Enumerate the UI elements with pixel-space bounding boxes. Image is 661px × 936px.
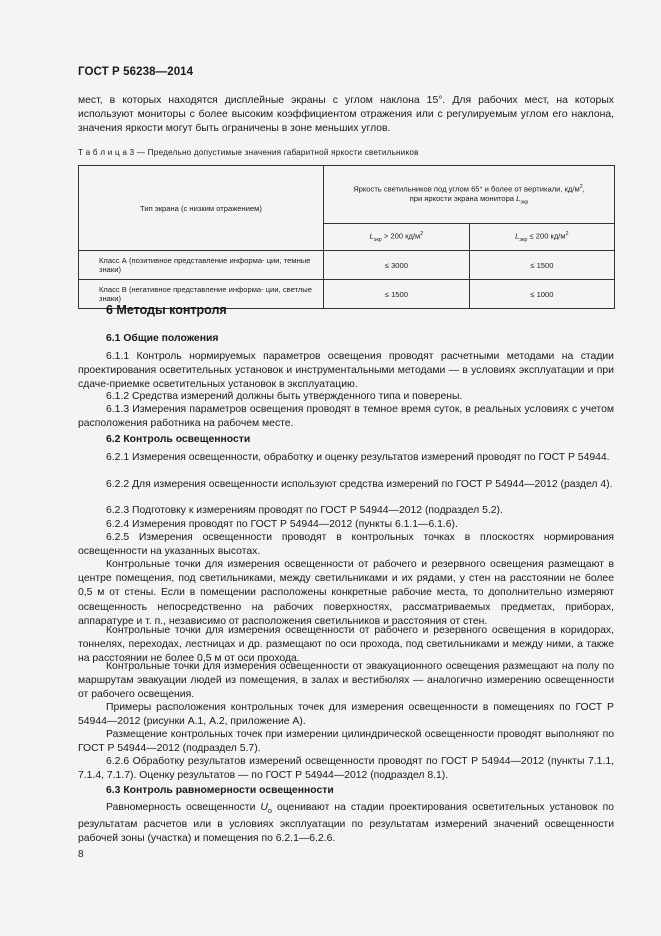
table-cell-value: ≤ 3000 bbox=[324, 251, 470, 280]
paragraph-control-points-corridor: Контрольные точки для измерения освещенности от рабочего и резервного освещения в коридорах, тоннелях, переходах, лестницах и др. размещают по оси прохода, под светильниками и между ними, а также на расстоянии не более 0,5 м от оси прохода. bbox=[78, 625, 614, 665]
paragraph-6-3: Равномерность освещенности $U_о$ оценивают на стадии проектирования осветительных установок по результатам расчетов или в условиях эксплуатации по результатам измерений значений освещенности рабочей зоны (участка) и помещения по 6.2.1—6.2.6. bbox=[78, 802, 614, 845]
paragraph-6-1-2: 6.1.2 Средства измерений должны быть утвержденного типа и поверены. bbox=[106, 391, 463, 402]
table-subheader-1: $L_{экр} > 200$ $кд/м^2$ bbox=[324, 224, 470, 251]
table-cell-value: ≤ 1000 bbox=[469, 280, 614, 309]
section-6-1-heading: 6.1 Общие положения bbox=[106, 333, 219, 344]
table-cell-value: ≤ 1500 bbox=[324, 280, 470, 309]
table-subheader-2: $L_{экр} \le 200$ $кд/м^2$ bbox=[469, 224, 614, 251]
intro-paragraph: мест, в которых находятся дисплейные экраны с углом наклона 15°. Для рабочих мест, на которых используют мониторы с более высоким коэффициентом отражения или с регулируемым углом его наклона, значения яркости могут быть ограничены в зоне меньших углов. bbox=[78, 95, 614, 135]
paragraph-cylindrical: Размещение контрольных точек при измерении цилиндрической освещенности проводят выполняют по ГОСТ Р 54944—2012 (подраздел 5.7). bbox=[78, 729, 614, 755]
paragraph-6-2-6: 6.2.6 Обработку результатов измерений освещенности проводят по ГОСТ Р 54944—2012 (пункты 7.1.1, 7.1.4, 7.1.7). Оценку результатов — по ГОСТ Р 54944—2012 (подраздел 8.1). bbox=[78, 756, 614, 782]
document-header: ГОСТ Р 56238—2014 bbox=[78, 66, 194, 78]
page-number: 8 bbox=[78, 849, 84, 860]
paragraph-examples: Примеры расположения контрольных точек для измерения освещенности в помещениях по ГОСТ Р 54944—2012 (рисунки А.1, А.2, приложение А). bbox=[78, 702, 614, 728]
table-cell-value: ≤ 1500 bbox=[469, 251, 614, 280]
luminance-table bbox=[78, 165, 615, 309]
paragraph-6-1-1: 6.1.1 Контроль нормируемых параметров освещения проводят расчетными методами на стадии проектирования осветительных установок и инструментальными методами — в условиях эксплуатации и при сдаче-приемке осветительных установок в эксплуатацию. bbox=[78, 351, 614, 391]
table-caption: Т а б л и ц а 3 — Предельно допустимые значения габаритной яркости светильников bbox=[78, 148, 419, 157]
section-6-3-heading: 6.3 Контроль равномерности освещенности bbox=[106, 785, 334, 796]
paragraph-6-2-4: 6.2.4 Измерения проводят по ГОСТ Р 54944—2012 (пункты 6.1.1—6.1.6). bbox=[106, 519, 458, 530]
paragraph-6-2-5: 6.2.5 Измерения освещенности проводят в контрольных точках в плоскостях нормирования освещенности на указанных высотах. bbox=[78, 532, 614, 558]
table-cell-type: Класс А (позитивное представление информа- ции, темные знаки) bbox=[79, 251, 324, 280]
paragraph-6-1-3: 6.1.3 Измерения параметров освещения проводят в темное время суток, в реальных условиях с учетом расположения работника на рабочем месте. bbox=[78, 404, 614, 430]
paragraph-6-2-2: 6.2.2 Для измерения освещенности используют средства измерений по ГОСТ Р 54944—2012 (раздел 4). bbox=[106, 479, 613, 490]
paragraph-control-points-evacuation: Контрольные точки для измерения освещенности от эвакуационного освещения размещают на полу по маршрутам эвакуации людей из помещения, в залах и вестибюлях — аналогично измерению освещенности от рабочего освещения. bbox=[78, 661, 614, 701]
paragraph-6-2-3: 6.2.3 Подготовку к измерениям проводят по ГОСТ Р 54944—2012 (подраздел 5.2). bbox=[106, 505, 503, 516]
table-row bbox=[79, 251, 615, 280]
section-6-heading: 6 Методы контроля bbox=[106, 303, 227, 317]
table-header-type: Тип экрана (с низким отражением) bbox=[79, 166, 324, 251]
table-cell-type: Класс В (негативное представление информа- ции, светлые знаки) bbox=[79, 280, 324, 309]
paragraph-6-2-1: 6.2.1 Измерения освещенности, обработку и оценку результатов измерений проводят по ГОСТ Р 54944. bbox=[106, 452, 610, 463]
table-header-group: Яркость светильников под углом 65° и более от вертикали, $кд/м^2$, при яркости экрана монитора $L_{экр}$ bbox=[324, 166, 615, 224]
paragraph-control-points-room: Контрольные точки для измерения освещенности от рабочего и резервного освещения размещают в центре помещения, под светильниками, между светильниками и их рядами, у стен на расстоянии не более 0,5 м от стены. Если в помещении расположены конкретные рабочие места, то дополнительно измеряют освещенность непосредственно на рабочих поверхностях, рассматриваемых предметах, приборах, аппаратуре и т. п., независимо от расположения светильников и расстояния от стен. bbox=[78, 559, 614, 627]
section-6-2-heading: 6.2 Контроль освещенности bbox=[106, 434, 251, 445]
